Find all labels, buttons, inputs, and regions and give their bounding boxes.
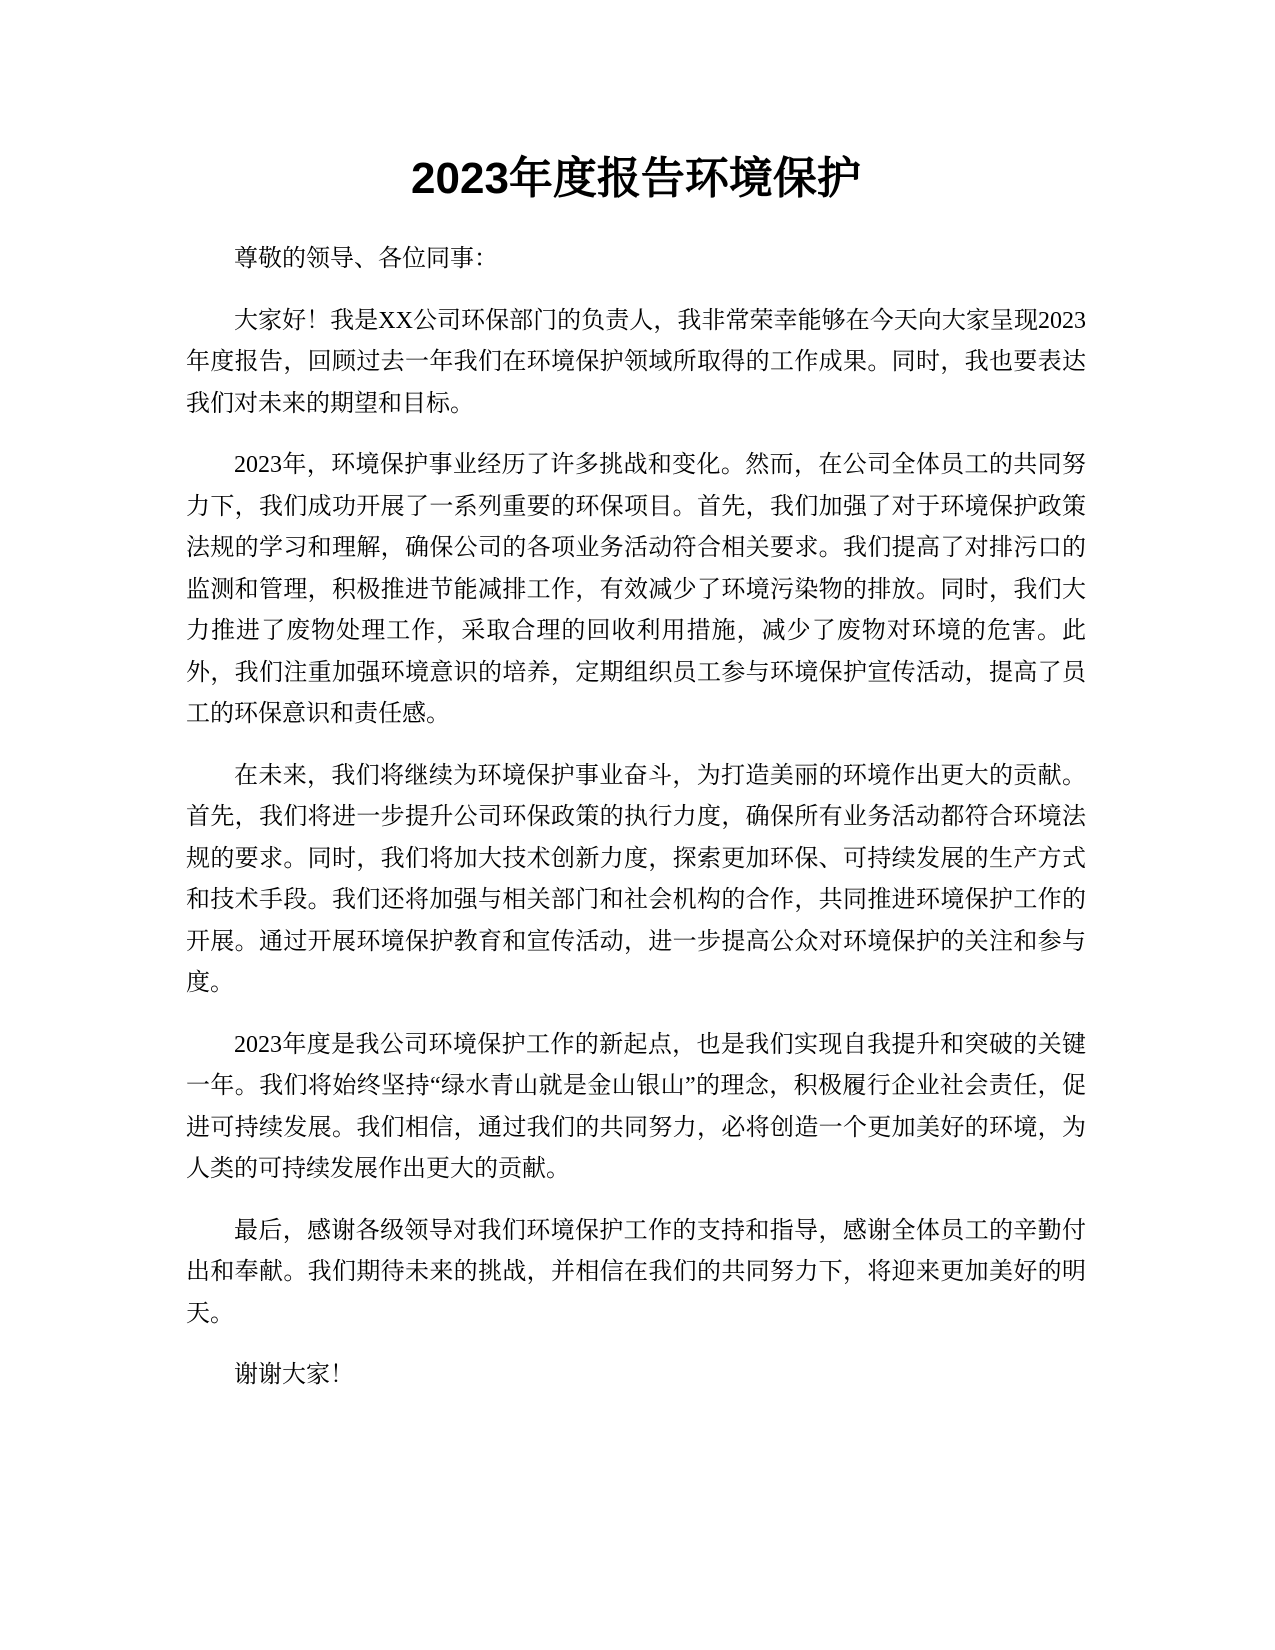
document-title: 2023年度报告环境保护 — [411, 154, 861, 203]
paragraph-new-starting-point: 2023年度是我公司环境保护工作的新起点，也是我们实现自我提升和突破的关键一年。我们将始终坚持“绿水青山就是金山银山”的理念，积极履行企业社会责任，促进可持续发展。我们相信，通过我们的共同努力，必将创造一个更加美好的环境，为人类的可持续发展作出更大的贡献。 — [186, 1031, 1086, 1182]
document-body — [186, 239, 1086, 1397]
paragraph-salutation: 尊敬的领导、各位同事： — [234, 246, 498, 272]
paragraph-greeting: 大家好！我是XX公司环保部门的负责人，我非常荣幸能够在今天向大家呈现2023年度报告，回顾过去一年我们在环境保护领域所取得的工作成果。同时，我也要表达我们对未来的期望和目标。 — [186, 307, 1086, 417]
document-page — [186, 0, 1086, 1417]
paragraph-achievements: 2023年，环境保护事业经历了许多挑战和变化。然而，在公司全体员工的共同努力下，我们成功开展了一系列重要的环保项目。首先，我们加强了对于环境保护政策法规的学习和理解，确保公司的各项业务活动符合相关要求。我们提高了对排污口的监测和管理，积极推进节能减排工作，有效减少了环境污染物的排放。同时，我们大力推进了废物处理工作，采取合理的回收利用措施，减少了废物对环境的危害。此外，我们注重加强环境意识的培养，定期组织员工参与环境保护宣传活动，提高了员工的环保意识和责任感。 — [186, 452, 1086, 727]
paragraph-thanks: 最后，感谢各级领导对我们环境保护工作的支持和指导，感谢全体员工的辛勤付出和奉献。我们期待未来的挑战，并相信在我们的共同努力下，将迎来更加美好的明天。 — [186, 1217, 1086, 1327]
paragraph-closing: 谢谢大家！ — [234, 1362, 354, 1388]
paragraph-future-plans: 在未来，我们将继续为环境保护事业奋斗，为打造美丽的环境作出更大的贡献。首先，我们将进一步提升公司环保政策的执行力度，确保所有业务活动都符合环境法规的要求。同时，我们将加大技术创新力度，探索更加环保、可持续发展的生产方式和技术手段。我们还将加强与相关部门和社会机构的合作，共同推进环境保护工作的开展。通过开展环境保护教育和宣传活动，进一步提高公众对环境保护的关注和参与度。 — [186, 762, 1086, 996]
